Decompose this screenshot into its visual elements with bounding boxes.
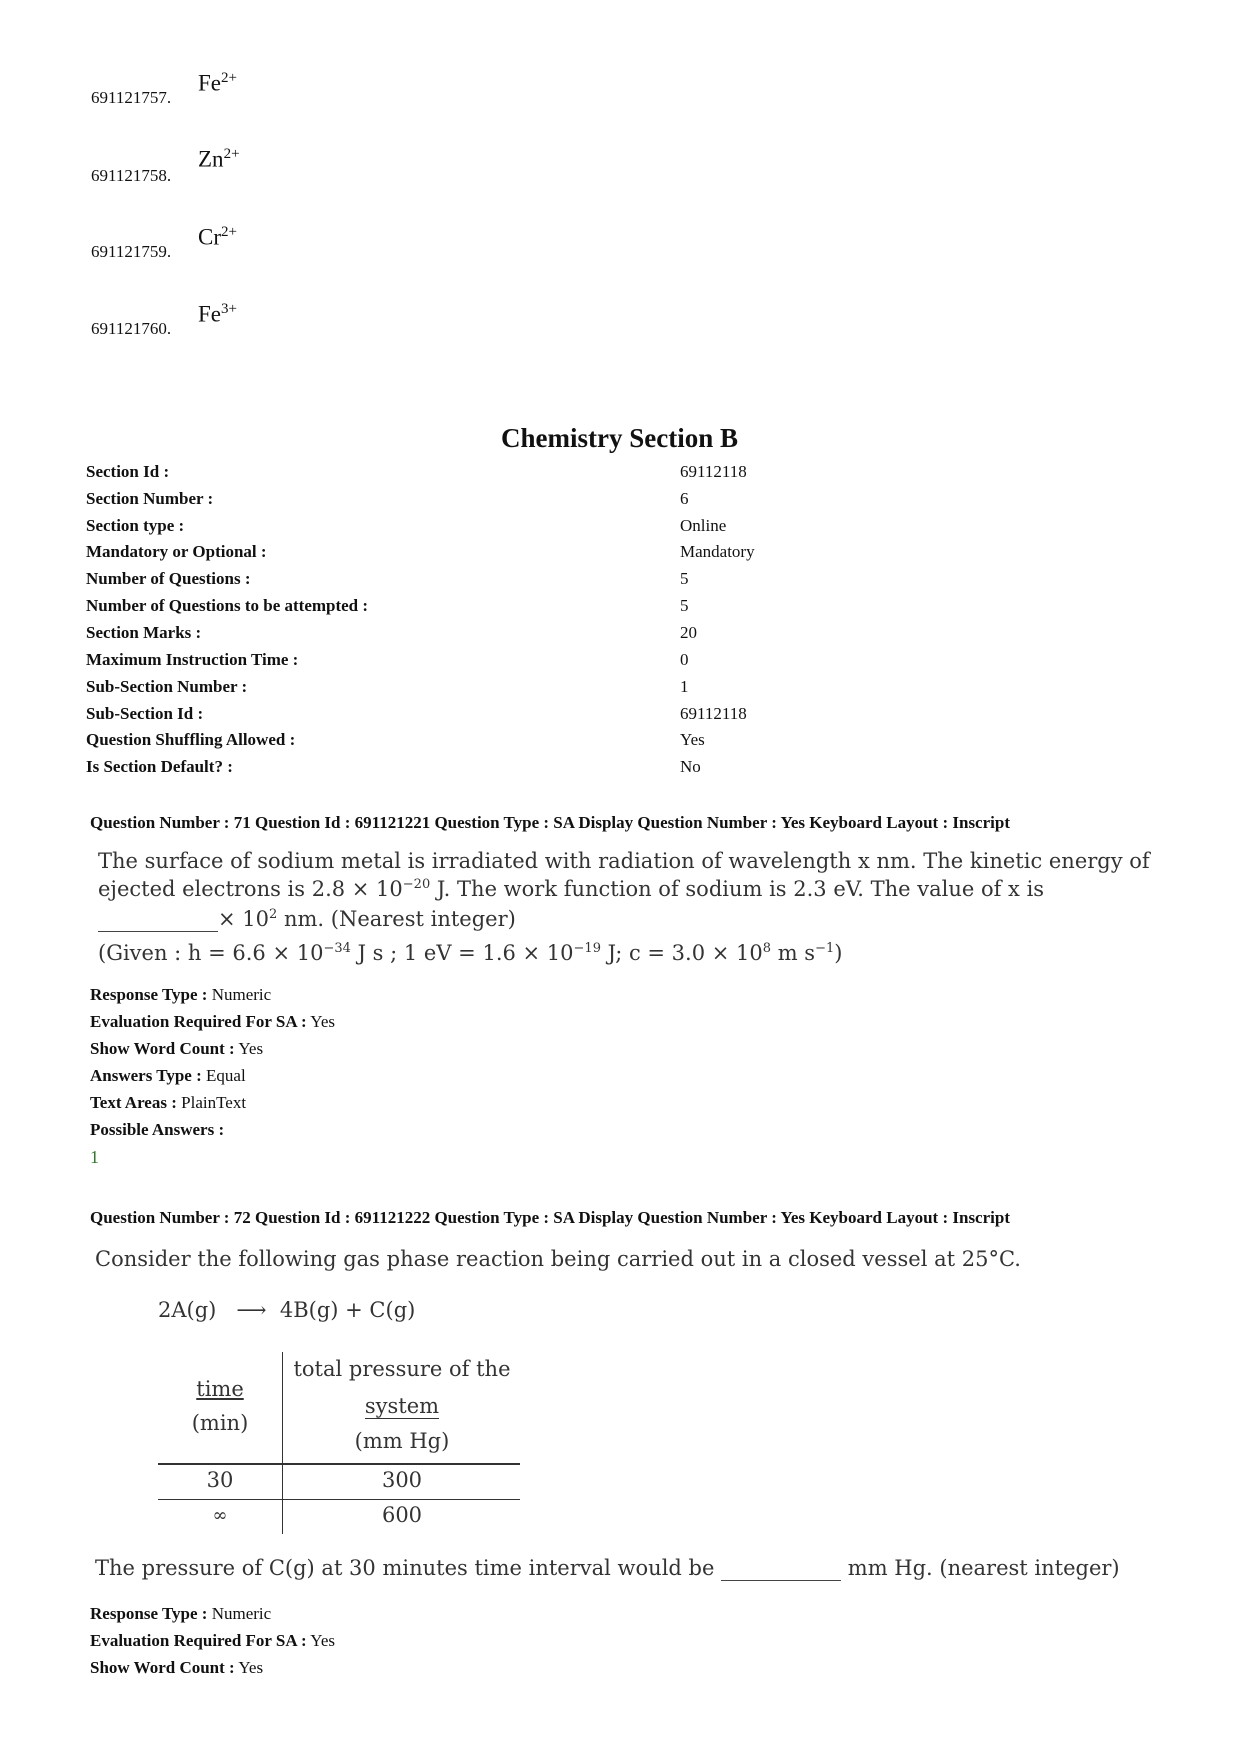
question-prompt: The pressure of C(g) at 30 minutes time interval would be mm Hg. (nearest integer)	[95, 1556, 1120, 1580]
answer-blank	[721, 1556, 841, 1581]
question-intro: Consider the following gas phase reaction being carried out in a closed vessel at 25°C.	[95, 1247, 1021, 1271]
option-id: 691121760.	[91, 319, 172, 338]
section-label: Sub-Section Id :	[86, 704, 204, 723]
section-value: Yes	[680, 730, 705, 749]
question-text-line: ejected electrons is $2.8 \times 10^{-20}$ J. The work function of sodium is 2.3 eV. The value of x is	[98, 877, 1045, 901]
table-row-time: 30	[206, 1468, 234, 1492]
question-given-line: (Given : $h = 6.6 \times 10^{-34}$ J s ; 1 eV = $1.6 \times 10^{-19}$ J; $c = 3.0 \times 10^8$ m $s^{-1}$)	[98, 941, 843, 965]
table-divider	[158, 1463, 520, 1465]
possible-answer: 1	[90, 1147, 99, 1167]
table-row-pressure: 600	[381, 1503, 423, 1527]
answer-blank	[98, 907, 218, 932]
table-row-pressure: 300	[381, 1468, 423, 1492]
option-ion[interactable]: $Zn^{2+}$	[198, 146, 240, 172]
meta-row: Evaluation Required For SA : Yes	[90, 1631, 335, 1650]
section-value: 6	[680, 489, 689, 508]
meta-row: Text Areas : PlainText	[90, 1093, 247, 1112]
section-value: 0	[680, 650, 689, 669]
question-text-line: × $10^2$ nm. (Nearest integer)	[98, 907, 516, 932]
section-value: Mandatory	[680, 542, 755, 561]
table-header-time-unit: (min)	[191, 1411, 249, 1435]
meta-row: Show Word Count : Yes	[90, 1658, 264, 1677]
section-label: Section Number :	[86, 489, 214, 508]
section-label: Question Shuffling Allowed :	[86, 730, 296, 749]
table-header-pressure: total pressure of the	[293, 1357, 511, 1381]
meta-row: Answers Type : Equal	[90, 1066, 246, 1085]
section-value: 69112118	[680, 704, 747, 723]
meta-row: Possible Answers :	[90, 1120, 225, 1139]
table-header-time: time	[196, 1377, 244, 1401]
section-value: 5	[680, 569, 689, 588]
table-header-pressure-2: system	[364, 1394, 440, 1418]
question-71-header: Question Number : 71 Question Id : 691121221 Question Type : SA Display Question Number : Yes Keyboard Layout : Inscript	[90, 813, 1010, 832]
table-row-time: ∞	[212, 1505, 228, 1526]
section-value: 5	[680, 596, 689, 615]
section-title: Chemistry Section B	[501, 423, 738, 453]
question-text-line: The surface of sodium metal is irradiated with radiation of wavelength x nm. The kinetic energy of	[98, 849, 1150, 873]
section-label: Sub-Section Number :	[86, 677, 248, 696]
section-label: Mandatory or Optional :	[86, 542, 267, 561]
section-value: 20	[680, 623, 697, 642]
section-value: 1	[680, 677, 689, 696]
section-label: Section Marks :	[86, 623, 202, 642]
meta-row: Show Word Count : Yes	[90, 1039, 264, 1058]
section-label: Is Section Default? :	[86, 757, 233, 776]
option-id: 691121759.	[91, 242, 172, 261]
option-ion[interactable]: $Fe^{2+}$	[198, 70, 237, 96]
option-id: 691121757.	[91, 88, 172, 107]
option-ion[interactable]: $Cr^{2+}$	[198, 224, 237, 250]
table-divider	[158, 1499, 520, 1500]
meta-row: Response Type : Numeric	[90, 985, 272, 1004]
reaction-equation: 2A(g) ⟶ 4B(g) + C(g)	[158, 1298, 416, 1322]
section-value: No	[680, 757, 701, 776]
section-value: 69112118	[680, 462, 747, 481]
question-72-header: Question Number : 72 Question Id : 691121222 Question Type : SA Display Question Number : Yes Keyboard Layout : Inscript	[90, 1208, 1010, 1227]
meta-row: Evaluation Required For SA : Yes	[90, 1012, 335, 1031]
table-divider	[282, 1352, 283, 1534]
section-label: Number of Questions :	[86, 569, 251, 588]
section-label: Number of Questions to be attempted :	[86, 596, 369, 615]
meta-row: Response Type : Numeric	[90, 1604, 272, 1623]
table-header-pressure-unit: (mm Hg)	[354, 1429, 450, 1453]
option-id: 691121758.	[91, 166, 172, 185]
section-label: Section type :	[86, 516, 185, 535]
section-label: Maximum Instruction Time :	[86, 650, 299, 669]
section-value: Online	[680, 516, 727, 535]
option-ion[interactable]: $Fe^{3+}$	[198, 301, 237, 327]
section-label: Section Id :	[86, 462, 170, 481]
